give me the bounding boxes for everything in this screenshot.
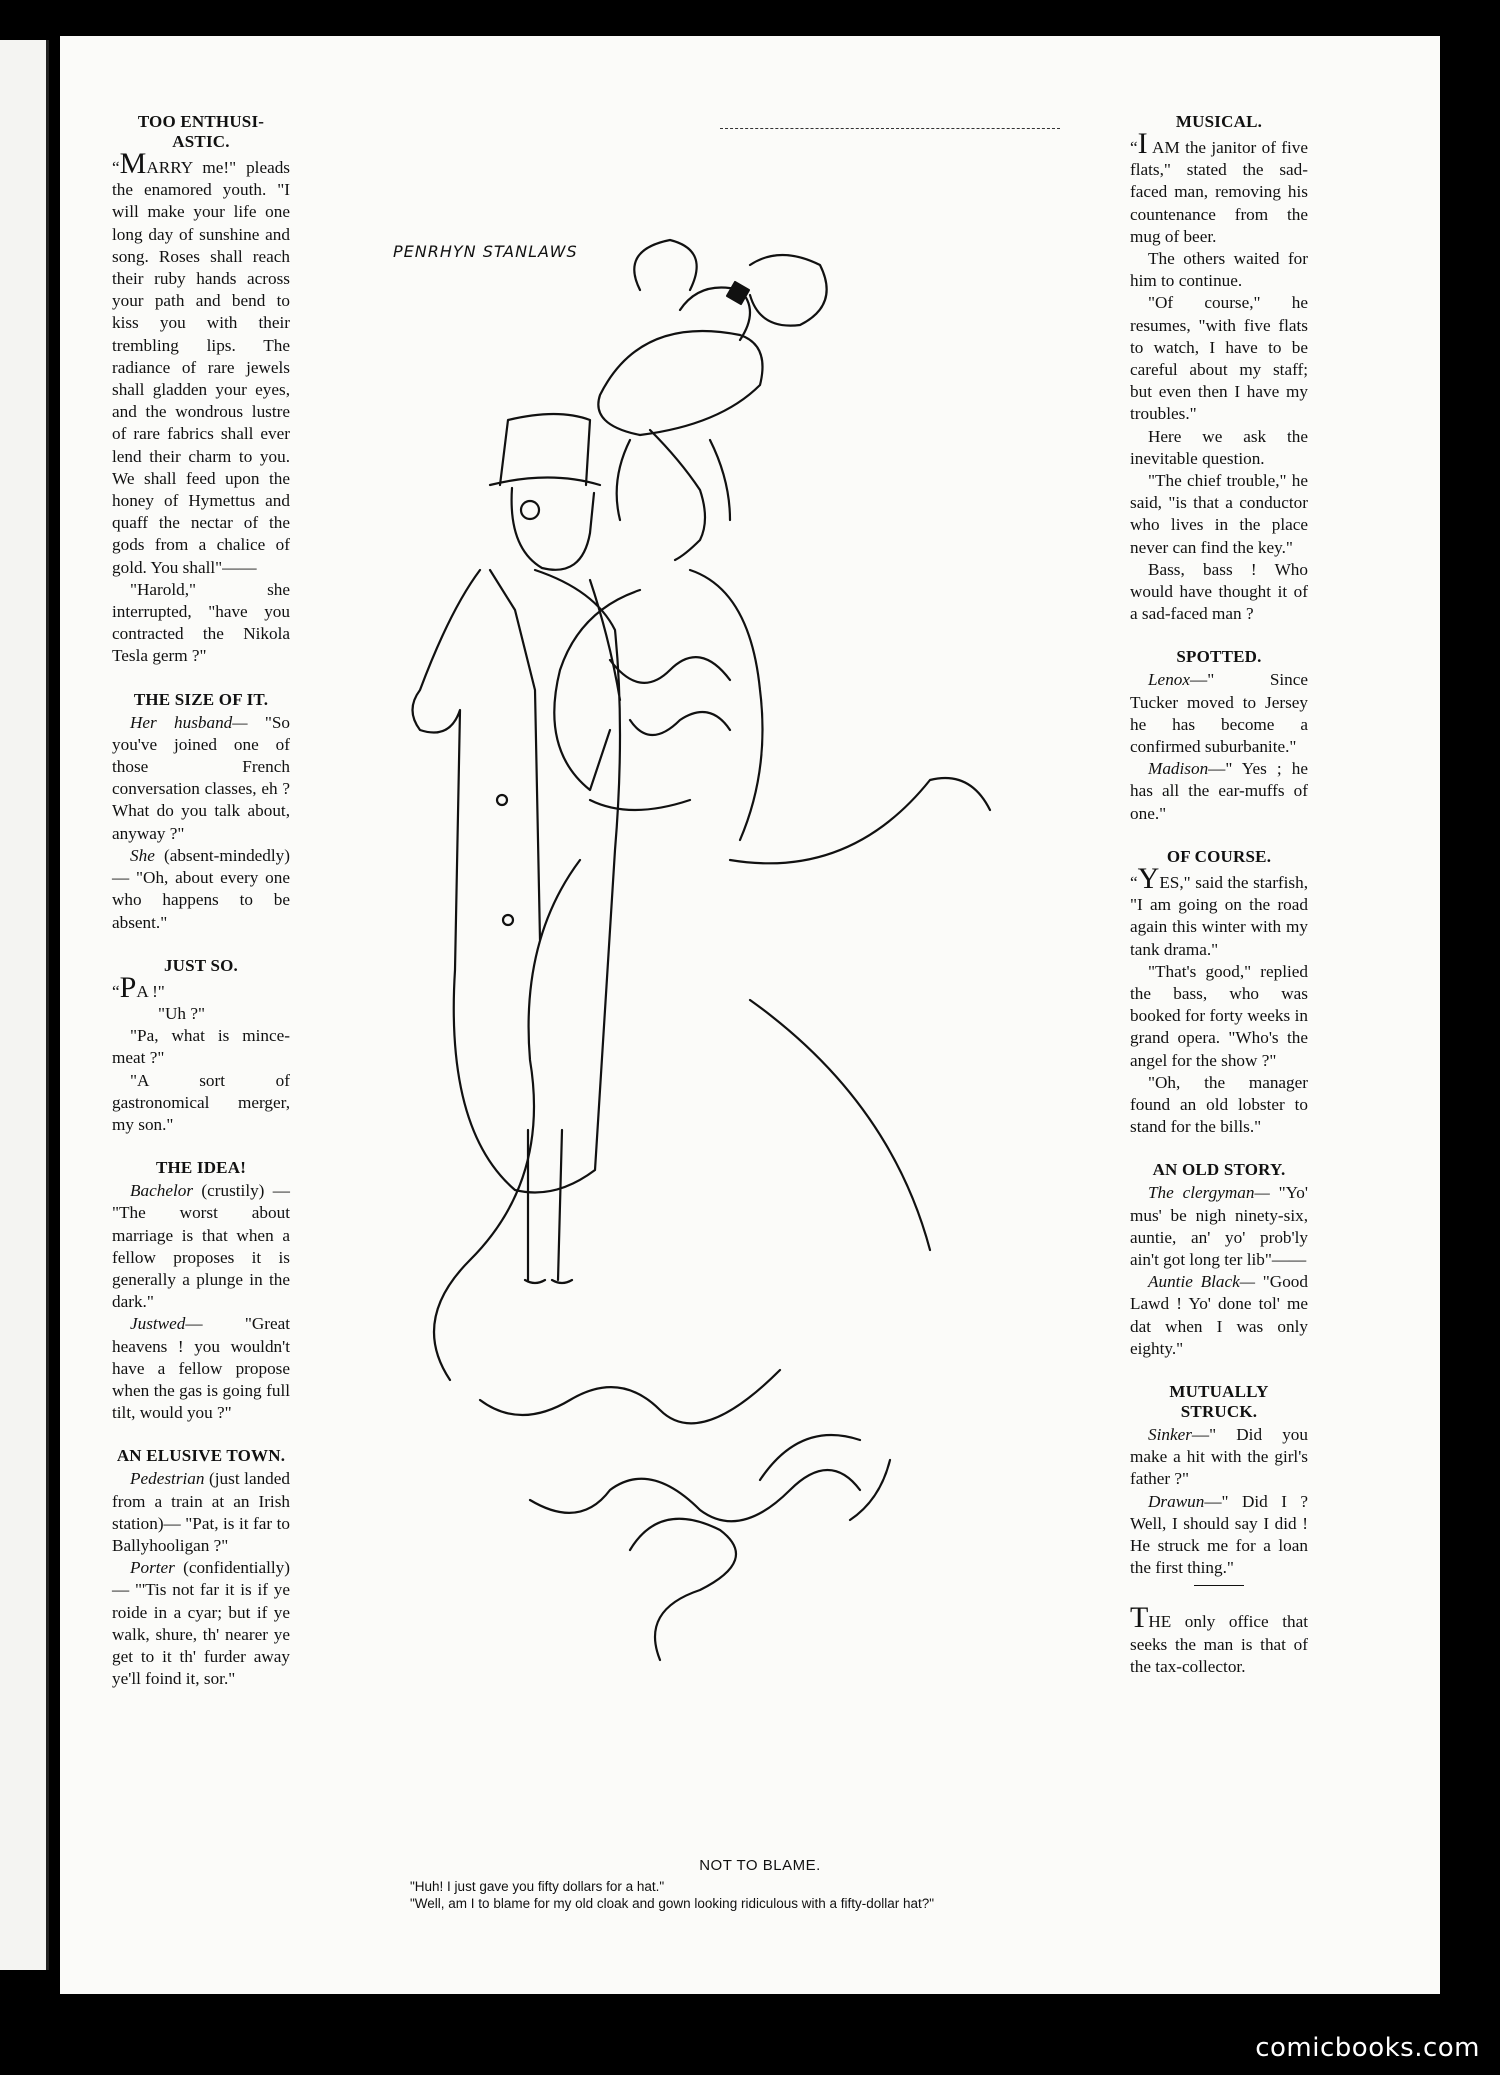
- joke-line: Sinker—" Did you make a hit with the girl's father ?": [1130, 1424, 1308, 1489]
- drop-cap: M: [119, 147, 147, 180]
- illustration-couple: [330, 100, 1110, 1880]
- hat-ornament: [727, 282, 749, 304]
- caption-title: NOT TO BLAME.: [699, 1857, 821, 1874]
- joke-title: OF COURSE.: [1166, 846, 1272, 866]
- joke-too-enthusiastic: [112, 112, 290, 668]
- joke-title: AN ELUSIVE TOWN.: [116, 1446, 286, 1466]
- speaker: Her husband—: [130, 712, 248, 732]
- watermark: comicbooks.com: [1255, 2033, 1480, 2063]
- illustration-caption: [410, 1857, 1110, 1912]
- joke-title: MUTUALLY STRUCK.: [1169, 1381, 1269, 1421]
- joke-line: Lenox—" Since Tucker moved to Jersey he has become a confirmed suburbanite.": [1130, 670, 1308, 757]
- joke-spotted: [1130, 647, 1308, 824]
- speaker: Drawun: [1148, 1491, 1205, 1511]
- joke-line: "Uh ?": [158, 1003, 205, 1023]
- man-legs: [525, 1130, 572, 1283]
- joke-line: Madison—" Yes ; he has all the ear-muffs of one.": [1130, 759, 1308, 823]
- woman-skirt: [434, 778, 990, 1521]
- speaker: Justwed: [130, 1314, 186, 1334]
- joke-size-of-it: [112, 690, 290, 934]
- joke-body: “I AM the janitor of five flats," stated the sad-faced man, removing his countenance from the mug of beer.: [1130, 127, 1308, 246]
- woman-hat: [598, 240, 826, 435]
- joke-line: "That's good," replied the bass, who was booked for forty weeks in grand opera. "Who's the angel for the show ?": [1130, 961, 1308, 1070]
- joke-old-story: [1130, 1160, 1308, 1360]
- joke-line: Her husband— "So you've joined one of those French conversation classes, eh ? What do you talk about, anyway ?": [112, 712, 290, 843]
- joke-reply: "Harold," she interrupted, "have you contracted the Nikola Tesla germ ?": [112, 579, 290, 666]
- caption-line: "Huh! I just gave you fifty dollars for a hat.": [410, 1879, 665, 1894]
- joke-title: SPOTTED.: [1176, 647, 1262, 667]
- artist-signature: PENRHYN STANLAWS: [393, 242, 578, 261]
- speaker: She: [130, 845, 155, 865]
- woman-face: [617, 430, 730, 560]
- joke-line: Bachelor (crustily) — "The worst about marriage is that when a fellow proposes it is generally a plunge in the dark.": [112, 1181, 290, 1312]
- man-coat: [413, 570, 621, 1193]
- right-column: [1130, 112, 1308, 1700]
- joke-line: Porter (confidentially) — "'Tis not far it is if ye roide in a cyar; but if ye walk, shure, th' nearer ye get to it th' furder away ye'll foind it, sor.": [112, 1558, 290, 1689]
- drop-cap: Y: [1137, 861, 1160, 895]
- speaker: Lenox: [1148, 670, 1191, 690]
- joke-tax-collector: [1130, 1601, 1308, 1678]
- joke-body: THE only office that seeks the man is that of the tax-collector.: [1130, 1601, 1308, 1676]
- drop-cap: P: [119, 970, 137, 1004]
- joke-title: TOO ENTHUSI-ASTIC.: [137, 112, 265, 151]
- joke-title: THE SIZE OF IT.: [133, 689, 269, 709]
- joke-line: Justwed— "Great heavens ! you wouldn't have a fellow propose when the gas is going full tilt, would you ?": [112, 1314, 290, 1423]
- joke-line: Bass, bass ! Who would have thought it of a sad-faced man ?: [1130, 559, 1308, 624]
- speaker: Sinker: [1148, 1424, 1192, 1444]
- monocle: [521, 501, 539, 519]
- speaker: The clergyman—: [1148, 1183, 1270, 1203]
- joke-line: Pedestrian (just landed from a train at an Irish station)— "Pat, is it far to Ballyhooligan ?": [112, 1469, 290, 1555]
- joke-line: Drawun—" Did I ? Well, I should say I did ! He struck me for a loan the first thing.": [1130, 1491, 1308, 1578]
- joke-title: AN OLD STORY.: [1152, 1160, 1286, 1180]
- joke-line: "Pa, what is mince-meat ?": [112, 1026, 290, 1068]
- joke-mutually-struck: [1130, 1382, 1308, 1586]
- speaker: Porter: [130, 1558, 175, 1578]
- left-column: [112, 112, 290, 1712]
- top-hat: [490, 414, 600, 485]
- speaker: Madison: [1148, 759, 1209, 779]
- skirt-ruffle: [630, 1435, 890, 1660]
- joke-elusive-town: [112, 1446, 290, 1690]
- joke-just-so: [112, 956, 290, 1136]
- joke-body: “MARRY me!" pleads the enamored youth. "I will make your life one long day of sunshine and song. Roses shall reach their ruby hands across your path and bend to kiss you with their trembling lips. The radiance of rare jewels shall gladden your eyes, and the wondrous lustre of rare fabrics shall ever lend their charm to you. We shall feed upon the honey of Hymettus and quaff the nectar of the gods from a chalice of gold. You shall"——: [112, 147, 290, 577]
- joke-line: The clergyman— "Yo' mus' be nigh ninety-six, auntie, an' yo' prob'ly ain't got long ter lib"——: [1130, 1183, 1308, 1269]
- caption-line: "Well, am I to blame for my old cloak and gown looking ridiculous with a fifty-dollar hat?": [410, 1896, 935, 1911]
- joke-line: “PA !": [112, 970, 165, 1004]
- woman-bodice: [554, 570, 762, 840]
- joke-musical: [1130, 112, 1308, 625]
- speaker: Auntie Black—: [1148, 1272, 1256, 1292]
- joke-line: "The chief trouble," he said, "is that a conductor who lives in the place never can find the key.": [1130, 471, 1308, 557]
- joke-line: The others waited for him to continue.: [1130, 249, 1308, 291]
- joke-line: "Of course," he resumes, "with five flats to watch, I have to be careful about my staff; but even then I have my troubles.": [1130, 293, 1308, 424]
- man-head: [512, 488, 594, 570]
- joke-title: THE IDEA!: [155, 1158, 247, 1178]
- joke-of-course: [1130, 847, 1308, 1138]
- drop-cap: T: [1130, 1601, 1149, 1635]
- drop-cap: I: [1137, 127, 1148, 160]
- joke-title: JUST SO.: [163, 955, 239, 975]
- speaker: Pedestrian: [130, 1469, 205, 1489]
- section-rule: [1194, 1585, 1244, 1586]
- joke-body: “YES," said the starfish, "I am going on the road again this winter with my tank drama.": [1130, 861, 1308, 959]
- joke-title: MUSICAL.: [1175, 112, 1263, 131]
- joke-the-idea: [112, 1158, 290, 1424]
- joke-line: She (absent-mindedly) — "Oh, about every one who happens to be absent.": [112, 845, 290, 932]
- joke-line: "Oh, the manager found an old lobster to stand for the bills.": [1130, 1072, 1308, 1137]
- joke-line: Here we ask the inevitable question.: [1130, 426, 1308, 468]
- binding-strip: [0, 40, 49, 1970]
- joke-line: "A sort of gastronomical merger, my son.": [112, 1070, 290, 1134]
- speaker: Bachelor: [130, 1181, 194, 1201]
- joke-line: Auntie Black— "Good Lawd ! Yo' done tol' me dat when I was only eighty.": [1130, 1272, 1308, 1358]
